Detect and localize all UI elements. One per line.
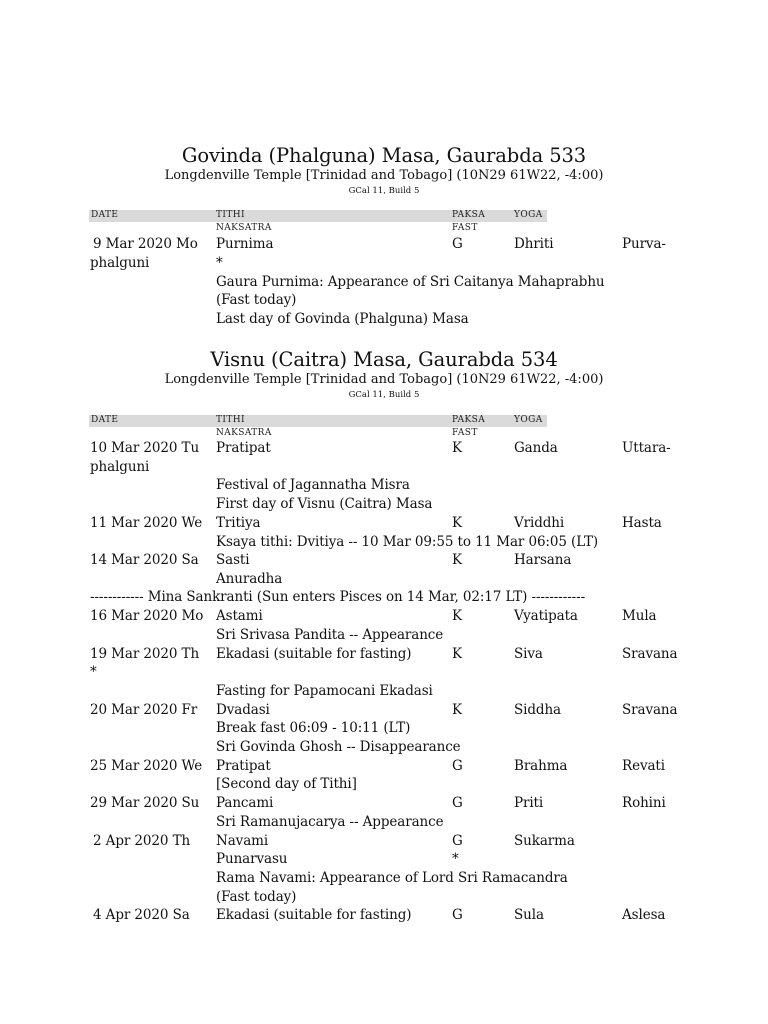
- header-yoga: YOGA: [514, 415, 543, 425]
- row-tithi: Ekadasi (suitable for fasting): [216, 646, 412, 662]
- row-note: Sri Govinda Ghosh -- Disappearance: [216, 739, 461, 755]
- row-note: First day of Visnu (Caitra) Masa: [216, 496, 433, 512]
- row-date-cont: phalguni: [90, 459, 150, 475]
- row-naksatra: Purva-: [622, 236, 666, 252]
- row-yoga: Harsana: [514, 552, 572, 568]
- row-tithi: Navami: [216, 833, 269, 849]
- row-date-cont: *: [90, 664, 97, 680]
- row-date: 2 Apr 2020 Th: [93, 833, 191, 849]
- row-yoga: Sukarma: [514, 833, 575, 849]
- row-yoga: Vriddhi: [514, 515, 565, 531]
- header-date: DATE: [91, 415, 119, 425]
- row-yoga: Ganda: [514, 440, 558, 456]
- header-paksa: PAKSA: [452, 210, 486, 220]
- row-date: 14 Mar 2020 Sa: [90, 552, 199, 568]
- row-note: Fasting for Papamocani Ekadasi: [216, 683, 433, 699]
- row-date: 19 Mar 2020 Th: [90, 646, 200, 662]
- row-paksa: K: [452, 552, 462, 568]
- row-date: 9 Mar 2020 Mo: [93, 236, 198, 252]
- row-fast-mark: *: [452, 851, 459, 867]
- build-line: GCal 11, Build 5: [348, 390, 420, 400]
- row-note: Break fast 06:09 - 10:11 (LT): [216, 720, 411, 736]
- sankranti-separator: ------------ Mina Sankranti (Sun enters Pisces on 14 Mar, 02:17 LT) ------------: [90, 589, 586, 605]
- row-tithi: Pratipat: [216, 440, 271, 456]
- row-yoga: Priti: [514, 795, 544, 811]
- row-paksa: G: [452, 236, 463, 252]
- row-note: Punarvasu: [216, 851, 288, 867]
- row-note: (Fast today): [216, 889, 297, 905]
- row-yoga: Siddha: [514, 702, 561, 718]
- row-yoga: Siva: [514, 646, 543, 662]
- row-date: 29 Mar 2020 Su: [90, 795, 200, 811]
- header-naksatra: NAKSATRA: [216, 223, 272, 233]
- header-naksatra: NAKSATRA: [216, 428, 272, 438]
- row-date: 25 Mar 2020 We: [90, 758, 203, 774]
- row-naksatra: Sravana: [622, 702, 678, 718]
- row-date: 10 Mar 2020 Tu: [90, 440, 200, 456]
- row-paksa: G: [452, 795, 463, 811]
- row-paksa: G: [452, 907, 463, 923]
- header-date: DATE: [91, 210, 119, 220]
- header-fast: FAST: [452, 223, 478, 233]
- row-naksatra: Sravana: [622, 646, 678, 662]
- row-date-cont: phalguni: [90, 255, 150, 271]
- row-tithi: Dvadasi: [216, 702, 270, 718]
- row-tithi: Tritiya: [216, 515, 261, 531]
- row-tithi: Ekadasi (suitable for fasting): [216, 907, 412, 923]
- row-note: Rama Navami: Appearance of Lord Sri Ramacandra: [216, 870, 568, 886]
- row-yoga: Vyatipata: [514, 608, 578, 624]
- row-paksa: K: [452, 608, 462, 624]
- row-note: Festival of Jagannatha Misra: [216, 477, 410, 493]
- row-paksa: G: [452, 833, 463, 849]
- header-tithi: TITHI: [216, 210, 245, 220]
- row-naksatra: Hasta: [622, 515, 662, 531]
- row-date: 4 Apr 2020 Sa: [93, 907, 190, 923]
- location-line: Longdenville Temple [Trinidad and Tobago] (10N29 61W22, -4:00): [164, 372, 604, 387]
- row-naksatra: Aslesa: [622, 907, 666, 923]
- row-date: 11 Mar 2020 We: [90, 515, 203, 531]
- row-note: *: [216, 255, 223, 271]
- row-date: 16 Mar 2020 Mo: [90, 608, 204, 624]
- header-tithi: TITHI: [216, 415, 245, 425]
- section-title: Govinda (Phalguna) Masa, Gaurabda 533: [181, 144, 587, 167]
- row-paksa: K: [452, 646, 462, 662]
- row-naksatra: Revati: [622, 758, 665, 774]
- row-tithi: Astami: [216, 608, 263, 624]
- row-tithi: Purnima: [216, 236, 274, 252]
- section-title: Visnu (Caitra) Masa, Gaurabda 534: [210, 348, 558, 371]
- build-line: GCal 11, Build 5: [348, 186, 420, 196]
- header-yoga: YOGA: [514, 210, 543, 220]
- row-note: Anuradha: [216, 571, 283, 587]
- row-paksa: G: [452, 758, 463, 774]
- row-paksa: K: [452, 515, 462, 531]
- row-note: [Second day of Tithi]: [216, 776, 357, 792]
- row-paksa: K: [452, 440, 462, 456]
- row-note: Sri Ramanujacarya -- Appearance: [216, 814, 444, 830]
- row-note: Last day of Govinda (Phalguna) Masa: [216, 311, 469, 327]
- row-note: Ksaya tithi: Dvitiya -- 10 Mar 09:55 to 11 Mar 06:05 (LT): [216, 534, 599, 550]
- row-note: (Fast today): [216, 292, 297, 308]
- header-fast: FAST: [452, 428, 478, 438]
- row-tithi: Pratipat: [216, 758, 271, 774]
- row-yoga: Brahma: [514, 758, 568, 774]
- row-date: 20 Mar 2020 Fr: [90, 702, 198, 718]
- row-note: Sri Srivasa Pandita -- Appearance: [216, 627, 444, 643]
- row-tithi: Pancami: [216, 795, 274, 811]
- row-note: Gaura Purnima: Appearance of Sri Caitanya Mahaprabhu: [216, 274, 605, 290]
- location-line: Longdenville Temple [Trinidad and Tobago] (10N29 61W22, -4:00): [164, 168, 604, 183]
- row-naksatra: Uttara-: [622, 440, 671, 456]
- header-paksa: PAKSA: [452, 415, 486, 425]
- row-naksatra: Mula: [622, 608, 657, 624]
- row-yoga: Dhriti: [514, 236, 554, 252]
- row-naksatra: Rohini: [622, 795, 666, 811]
- row-tithi: Sasti: [216, 552, 250, 568]
- row-yoga: Sula: [514, 907, 544, 923]
- row-paksa: K: [452, 702, 462, 718]
